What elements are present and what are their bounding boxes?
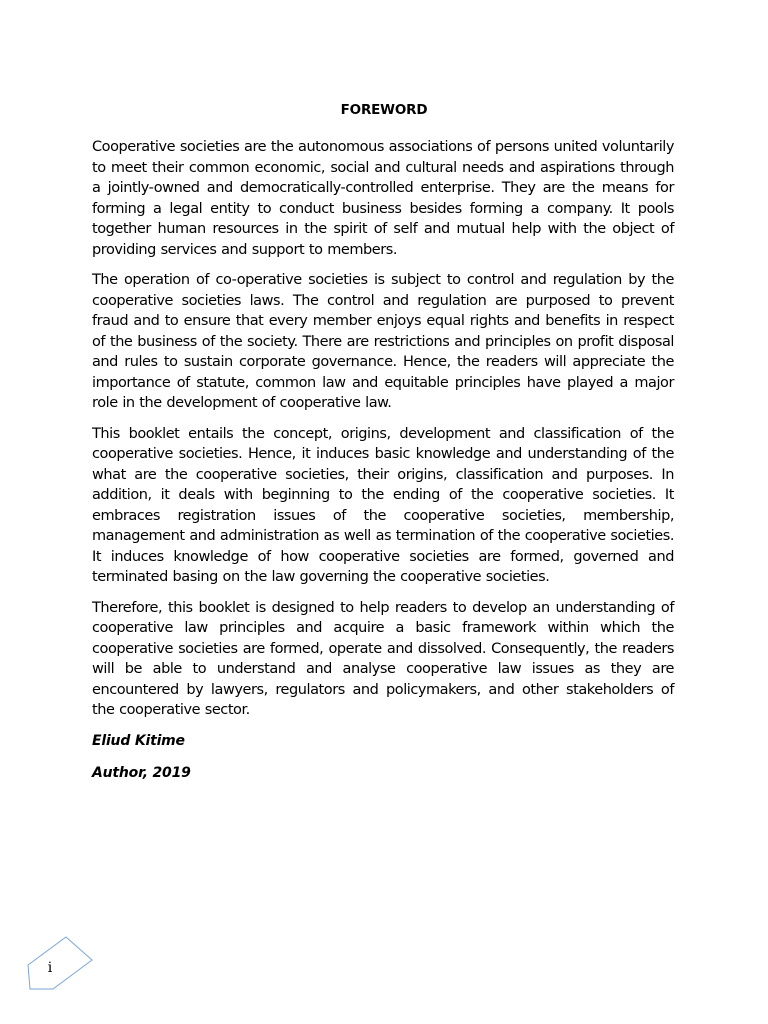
page-number: i [47,960,53,976]
author-name: Eliud Kitime [92,732,185,749]
foreword-body [92,137,674,795]
author-role-year: Author, 2019 [92,764,191,781]
paragraph-4: Therefore, this booklet is designed to help readers to develop an understanding of cooperative law principles and acquire a basic framework within which the cooperative societies are formed, operate and dissolved. Consequently, the readers will be able to understand and analyse cooperative law issues as they are encountered by lawyers, regulators and policymakers, and other stakeholders of the cooperative sector. [92,599,674,718]
paragraph-2: The operation of co-operative societies is subject to control and regulation by the cooperative societies laws. The control and regulation are purposed to prevent fraud and to ensure that every member enjoys equal rights and benefits in respect of the business of the society. There are restrictions and principles on profit disposal and rules to sustain corporate governance. Hence, the readers will appreciate the importance of statute, common law and equitable principles have played a major role in the development of cooperative law. [92,272,674,411]
page-number-tab-icon [26,935,96,995]
page-title: FOREWORD [340,102,428,118]
paragraph-1: Cooperative societies are the autonomous associations of persons united voluntarily to meet their common economic, social and cultural needs and aspirations through a jointly-owned and democratically-controlled enterprise. They are the means for forming a legal entity to conduct business besides forming a company. It pools together human resources in the spirit of self and mutual help with the object of providing services and support to members. [92,139,674,258]
paragraph-3: This booklet entails the concept, origins, development and classification of the cooperative societies. Hence, it induces basic knowledge and understanding of the what are the cooperative societies, their origins, classification and purposes. In addition, it deals with beginning to the ending of the cooperative societies. It embraces registration issues of the cooperative societies, membership, management and administration as well as termination of the cooperative societies. It induces knowledge of how cooperative societies are formed, governed and terminated basing on the law governing the cooperative societies. [92,425,674,585]
